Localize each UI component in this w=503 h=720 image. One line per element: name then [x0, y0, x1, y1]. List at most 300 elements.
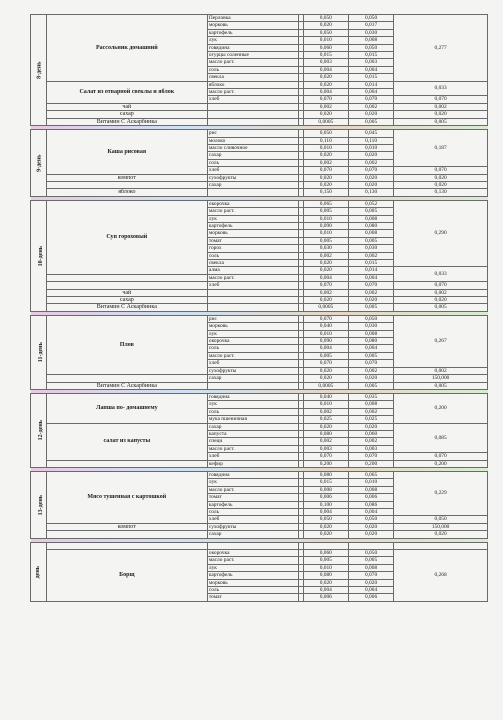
brutto-value: 0,080 [303, 471, 348, 478]
brutto-value: 0,006 [303, 594, 348, 601]
netto-value: 0,008 [348, 486, 393, 493]
table-row [31, 297, 488, 304]
total-value: 0,020 [394, 297, 488, 304]
table-row [31, 315, 488, 322]
netto-value: 0,070 [348, 572, 393, 579]
netto-value: 0,006 [348, 494, 393, 501]
ingredient-name: специ [207, 438, 299, 445]
brutto-value: 0,004 [303, 509, 348, 516]
netto-value: 0,008 [348, 564, 393, 571]
netto-value: 0,003 [348, 59, 393, 66]
menu-sheet [30, 14, 488, 602]
brutto-value: 0,010 [303, 401, 348, 408]
brutto-value: 0,0005 [303, 118, 348, 125]
brutto-value: 0,070 [303, 360, 348, 367]
dish-name: Каша рисовая [46, 130, 207, 174]
brutto-value: 0,060 [303, 550, 348, 557]
brutto-value: 0,020 [303, 74, 348, 81]
netto-value: 0,130 [348, 189, 393, 196]
table-row [31, 375, 488, 382]
ingredient-name: огурцы соленные [207, 52, 299, 59]
ingredient-name: яблоко [207, 81, 299, 88]
netto-value: 0,002 [348, 159, 393, 166]
netto-value: 0,080 [348, 222, 393, 229]
brutto-value: 0,080 [303, 430, 348, 437]
brutto-value: 0,005 [303, 557, 348, 564]
brutto-value: 0,005 [303, 352, 348, 359]
netto-value: 0,005 [348, 118, 393, 125]
day-label: 9-день [36, 154, 43, 172]
day-label: 8-день [36, 61, 43, 79]
ingredient-name: масло сливочное [207, 144, 299, 151]
ingredient-name: хлеб [207, 453, 299, 460]
netto-value: 0,008 [348, 330, 393, 337]
netto-value: 0,010 [348, 144, 393, 151]
dish-name: чай [46, 103, 207, 110]
table-row [31, 471, 488, 478]
netto-value: 0,002 [348, 289, 393, 296]
day-label: день [35, 565, 42, 578]
brutto-value: 0,080 [303, 572, 348, 579]
brutto-value: 0,015 [303, 52, 348, 59]
total-value: 0,268 [394, 550, 488, 602]
total-value: 0,070 [394, 167, 488, 174]
total-value: 150,000 [394, 375, 488, 382]
brutto-value: 0,020 [303, 267, 348, 274]
brutto-value: 0,110 [303, 137, 348, 144]
netto-value: 0,004 [348, 587, 393, 594]
ingredient-name: картофель [207, 29, 299, 36]
ingredient-name: хлеб [207, 516, 299, 523]
ingredient-name: сухофрукты [207, 174, 299, 181]
ingredient-name: хлеб [207, 96, 299, 103]
brutto-value: 0,010 [303, 230, 348, 237]
ingredient-name [207, 289, 299, 296]
brutto-value: 0,090 [303, 222, 348, 229]
brutto-value: 0,010 [303, 144, 348, 151]
table-row [31, 550, 488, 557]
netto-value: 0,020 [348, 152, 393, 159]
total-value: 0,229 [394, 471, 488, 515]
dish-name: сахар [46, 111, 207, 118]
total-value: 0,085 [394, 423, 488, 453]
total-value: 0,005 [394, 382, 488, 389]
netto-value: 0,010 [348, 479, 393, 486]
ingredient-name [207, 542, 299, 549]
dish-name: Суп гороховый [46, 200, 207, 274]
ingredient-name: масло раст. [207, 486, 299, 493]
table-row [31, 523, 488, 530]
brutto-value: 0,010 [303, 37, 348, 44]
dish-name: Салат из отварной свеклы и яблок [46, 81, 207, 103]
ingredient-name: хлеб [207, 360, 299, 367]
netto-value: 0,008 [348, 37, 393, 44]
ingredient-name: масло раст. [207, 59, 299, 66]
total-value: 0,002 [394, 103, 488, 110]
day-label: 11-день [37, 342, 44, 363]
brutto-value: 0,020 [303, 111, 348, 118]
netto-value: 0,020 [348, 174, 393, 181]
ingredient-name: сахар [207, 152, 299, 159]
table-row [31, 200, 488, 207]
brutto-value: 0,010 [303, 330, 348, 337]
ingredient-name: сахар [207, 181, 299, 188]
ingredient-name [207, 103, 299, 110]
dish-name: Плов [46, 315, 207, 374]
netto-value: 0,050 [348, 15, 393, 22]
ingredient-name [207, 304, 299, 311]
ingredient-name: сахар [207, 531, 299, 538]
total-value: 0,020 [394, 531, 488, 538]
ingredient-name: лук [207, 401, 299, 408]
menu-table [30, 14, 488, 602]
netto-value: 0,050 [348, 44, 393, 51]
brutto-value: 0,005 [303, 237, 348, 244]
ingredient-name: сухофрукты [207, 523, 299, 530]
netto-value: 0,070 [348, 282, 393, 289]
table-row [31, 282, 488, 289]
netto-value: 0,005 [348, 208, 393, 215]
table-row [31, 531, 488, 538]
total-value: 0,277 [394, 15, 488, 82]
brutto-value: 0,050 [303, 516, 348, 523]
brutto-value: 0,020 [303, 22, 348, 29]
total-value [394, 542, 488, 549]
ingredient-name: масло раст. [207, 445, 299, 452]
brutto-value: 0,015 [303, 479, 348, 486]
brutto-value: 0,020 [303, 152, 348, 159]
netto-value: 0,035 [348, 393, 393, 400]
netto-value: 0,020 [348, 297, 393, 304]
ingredient-name: говядина [207, 471, 299, 478]
brutto-value: 0,050 [303, 29, 348, 36]
netto-value: 0,020 [348, 579, 393, 586]
table-row [31, 460, 488, 467]
brutto-value: 0,002 [303, 252, 348, 259]
table-row [31, 181, 488, 188]
day-label: 10-день [37, 245, 44, 266]
netto-value: 0,020 [348, 531, 393, 538]
netto-value: 0,020 [348, 423, 393, 430]
dish-name [46, 542, 207, 549]
table-row [31, 382, 488, 389]
ingredient-name: лук [207, 215, 299, 222]
dish-name [46, 274, 207, 281]
ingredient-name: соль [207, 66, 299, 73]
netto-value: 0,002 [348, 438, 393, 445]
brutto-value: 0,020 [303, 579, 348, 586]
netto-value: 0,002 [348, 252, 393, 259]
dish-name: Витамин С Аскарбинка [46, 118, 207, 125]
netto-value [348, 542, 393, 549]
ingredient-name: картофель [207, 572, 299, 579]
ingredient-name: Перловка [207, 15, 299, 22]
netto-value: 0,200 [348, 460, 393, 467]
netto-value: 0,015 [348, 52, 393, 59]
ingredient-name: масло раст. [207, 89, 299, 96]
brutto-value: 0,020 [303, 297, 348, 304]
ingredient-name: сахар [207, 375, 299, 382]
brutto-value: 0,025 [303, 416, 348, 423]
netto-value: 0,005 [348, 352, 393, 359]
ingredient-name: рис [207, 130, 299, 137]
ingredient-name: окорочка [207, 338, 299, 345]
day-label-cell [31, 315, 47, 389]
dish-name [46, 181, 207, 188]
dish-name: салат из капусты [46, 423, 207, 460]
netto-value: 0,004 [348, 66, 393, 73]
netto-value: 0,004 [348, 345, 393, 352]
dish-name: компот [46, 174, 207, 181]
netto-value: 0,052 [348, 200, 393, 207]
netto-value: 0,008 [348, 215, 393, 222]
total-value: 0,020 [394, 111, 488, 118]
table-row [31, 15, 488, 22]
netto-value: 0,005 [348, 557, 393, 564]
brutto-value: 0,090 [303, 338, 348, 345]
total-value: 0,033 [394, 81, 488, 96]
netto-value: 0,005 [348, 382, 393, 389]
brutto-value: 0,040 [303, 393, 348, 400]
netto-value: 0,050 [348, 315, 393, 322]
table-row [31, 423, 488, 430]
total-value: 0,020 [394, 181, 488, 188]
total-value: 0,005 [394, 118, 488, 125]
dish-name [46, 531, 207, 538]
brutto-value: 0,004 [303, 587, 348, 594]
netto-value: 0,030 [348, 245, 393, 252]
brutto-value: 0,005 [303, 208, 348, 215]
brutto-value: 0,004 [303, 66, 348, 73]
ingredient-name: сухофрукты [207, 367, 299, 374]
table-row [31, 189, 488, 196]
total-value: 0,200 [394, 393, 488, 423]
brutto-value: 0,070 [303, 315, 348, 322]
netto-value: 0,065 [348, 471, 393, 478]
brutto-value: 0,030 [303, 245, 348, 252]
ingredient-name: хлеб [207, 167, 299, 174]
total-value: 0,187 [394, 130, 488, 167]
netto-value: 0,004 [348, 509, 393, 516]
ingredient-name: соль [207, 252, 299, 259]
brutto-value: 0,020 [303, 174, 348, 181]
ingredient-name: кефир [207, 460, 299, 467]
ingredient-name: картофель [207, 222, 299, 229]
ingredient-name: мука пшеничная [207, 416, 299, 423]
brutto-value: 0,002 [303, 408, 348, 415]
netto-value: 0,014 [348, 267, 393, 274]
brutto-value: 0,020 [303, 81, 348, 88]
netto-value: 0,017 [348, 22, 393, 29]
ingredient-name [207, 382, 299, 389]
netto-value: 0,002 [348, 367, 393, 374]
day-label-cell [31, 542, 47, 601]
table-row [31, 304, 488, 311]
ingredient-name: лук [207, 330, 299, 337]
ingredient-name: говядина [207, 393, 299, 400]
dish-name: сахар [46, 297, 207, 304]
ingredient-name: масло раст. [207, 352, 299, 359]
day-label-cell [31, 15, 47, 126]
netto-value: 0,004 [348, 274, 393, 281]
ingredient-name: сахар [207, 423, 299, 430]
netto-value: 0,015 [348, 260, 393, 267]
dish-name [46, 282, 207, 289]
brutto-value: 0,003 [303, 445, 348, 452]
ingredient-name: говядина [207, 44, 299, 51]
day-label: 13-день [37, 494, 44, 515]
netto-value: 0,050 [348, 550, 393, 557]
brutto-value: 0,060 [303, 44, 348, 51]
ingredient-name: морковь [207, 579, 299, 586]
ingredient-name: молоко [207, 137, 299, 144]
ingredient-name [207, 297, 299, 304]
netto-value: 0,015 [348, 74, 393, 81]
total-value: 0,050 [394, 516, 488, 523]
dish-name: Борщ [46, 550, 207, 602]
ingredient-name: лук [207, 564, 299, 571]
ingredient-name: томат [207, 494, 299, 501]
brutto-value: 0,010 [303, 564, 348, 571]
brutto-value: 0,070 [303, 167, 348, 174]
brutto-value: 0,020 [303, 181, 348, 188]
total-value: 0,005 [394, 304, 488, 311]
ingredient-name: томат [207, 594, 299, 601]
menu-table-body [31, 15, 488, 602]
dish-name: Лапша по- домашнему [46, 393, 207, 423]
day-label-cell [31, 130, 47, 197]
netto-value: 0,008 [348, 230, 393, 237]
brutto-value: 0,040 [303, 323, 348, 330]
dish-name: Витамин С Аскарбинка [46, 304, 207, 311]
total-value: 0,070 [394, 282, 488, 289]
netto-value: 0,008 [348, 401, 393, 408]
ingredient-name [207, 111, 299, 118]
ingredient-name [207, 189, 299, 196]
brutto-value: 0,050 [303, 130, 348, 137]
ingredient-name: лук [207, 479, 299, 486]
netto-value: 0,070 [348, 167, 393, 174]
table-row [31, 103, 488, 110]
netto-value: 0,020 [348, 111, 393, 118]
ingredient-name: морковь [207, 22, 299, 29]
netto-value: 0,030 [348, 323, 393, 330]
table-row [31, 393, 488, 400]
netto-value: 0,050 [348, 516, 393, 523]
dish-name: Рассольник домашний [46, 15, 207, 82]
table-row [31, 130, 488, 137]
netto-value: 0,014 [348, 81, 393, 88]
brutto-value: 0,020 [303, 531, 348, 538]
netto-value: 0,020 [348, 375, 393, 382]
brutto-value: 0,004 [303, 345, 348, 352]
dish-name: Мясо тушенная с картошкой [46, 471, 207, 523]
brutto-value: 0,020 [303, 375, 348, 382]
ingredient-name: соль [207, 408, 299, 415]
brutto-value: 0,004 [303, 89, 348, 96]
brutto-value: 0,0005 [303, 382, 348, 389]
day-label-cell [31, 393, 47, 467]
netto-value: 0,086 [348, 501, 393, 508]
ingredient-name: окорочка [207, 200, 299, 207]
table-row [31, 81, 488, 88]
brutto-value: 0,020 [303, 523, 348, 530]
brutto-value: 0,020 [303, 423, 348, 430]
day-label-cell [31, 471, 47, 538]
netto-value: 0,006 [348, 594, 393, 601]
netto-value: 0,020 [348, 523, 393, 530]
netto-value: 0,080 [348, 338, 393, 345]
ingredient-name: горох [207, 245, 299, 252]
netto-value: 0,005 [348, 237, 393, 244]
total-value: 0,200 [394, 460, 488, 467]
brutto-value: 0,020 [303, 260, 348, 267]
netto-value: 0,025 [348, 416, 393, 423]
dish-name: Витамин С Аскарбинка [46, 382, 207, 389]
brutto-value: 0,002 [303, 438, 348, 445]
netto-value: 0,070 [348, 360, 393, 367]
netto-value: 0,110 [348, 137, 393, 144]
ingredient-name: масло раст. [207, 274, 299, 281]
netto-value: 0,005 [348, 304, 393, 311]
ingredient-name: свекла [207, 74, 299, 81]
ingredient-name: соль [207, 509, 299, 516]
total-value: 0,002 [394, 367, 488, 374]
total-value: 0,033 [394, 267, 488, 282]
ingredient-name: соль [207, 587, 299, 594]
netto-value: 0,070 [348, 96, 393, 103]
ingredient-name: томат [207, 237, 299, 244]
netto-value: 0,060 [348, 430, 393, 437]
table-row [31, 289, 488, 296]
netto-value: 0,002 [348, 103, 393, 110]
dish-name: чай [46, 289, 207, 296]
brutto-value: 0,002 [303, 289, 348, 296]
table-row [31, 111, 488, 118]
ingredient-name: соль [207, 345, 299, 352]
brutto-value: 0,020 [303, 367, 348, 374]
ingredient-name: соль [207, 159, 299, 166]
brutto-value: 0,004 [303, 274, 348, 281]
brutto-value: 0,150 [303, 189, 348, 196]
netto-value: 0,020 [348, 181, 393, 188]
ingredient-name: рис [207, 315, 299, 322]
ingredient-name: масло раст. [207, 557, 299, 564]
total-value: 0,020 [394, 174, 488, 181]
table-row [31, 174, 488, 181]
total-value: 150,000 [394, 523, 488, 530]
ingredient-name: лук [207, 37, 299, 44]
dish-name: яблоко [46, 189, 207, 196]
brutto-value: 0,100 [303, 501, 348, 508]
brutto-value: 0,010 [303, 215, 348, 222]
day-label-cell [31, 200, 47, 311]
ingredient-name: свекла [207, 260, 299, 267]
brutto-value: 0,070 [303, 453, 348, 460]
table-row [31, 118, 488, 125]
ingredient-name [207, 118, 299, 125]
total-value: 0,002 [394, 289, 488, 296]
brutto-value [303, 542, 348, 549]
netto-value: 0,030 [348, 29, 393, 36]
brutto-value: 0,065 [303, 200, 348, 207]
day-label: 12-день [37, 420, 44, 441]
ingredient-name: морковь [207, 230, 299, 237]
brutto-value: 0,003 [303, 59, 348, 66]
ingredient-name: окорочка [207, 550, 299, 557]
dish-name [46, 375, 207, 382]
brutto-value: 0,0005 [303, 304, 348, 311]
